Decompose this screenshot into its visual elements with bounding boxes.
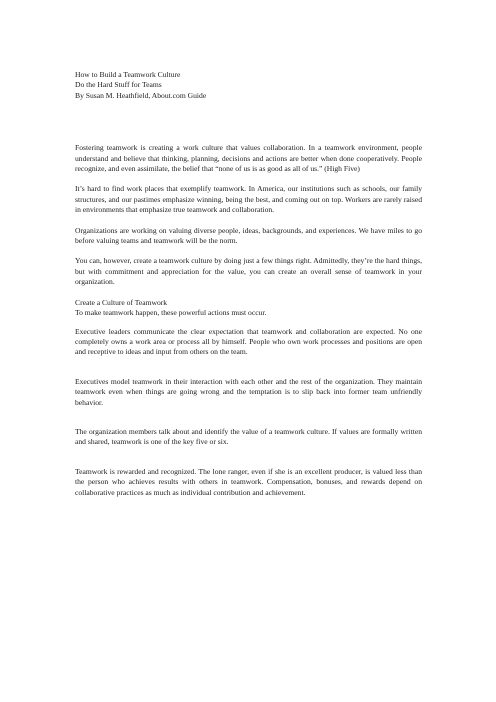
section-intro: To make teamwork happen, these powerful actions must occur. xyxy=(75,308,267,318)
point-executive-expectation: Executive leaders communicate the clear expectation that teamwork and collaboration are expected. No one completely owns a work area or process all by himself. People who own work processes and positions are open and receptive to ideas and input from others on the team. xyxy=(75,326,422,357)
paragraph-intro: Fostering teamwork is creating a work culture that values collaboration. In a teamwork environment, people understand and believe that thinking, planning, decisions and actions are better when done cooperatively. People recognize, and even assimilate, the belief that “none of us is as good as all of us.” (High Five) xyxy=(75,143,422,174)
document-page xyxy=(75,70,422,498)
paragraph-hard-to-find: It’s hard to find work places that exemplify teamwork. In America, our institutions such as schools, our family structures, and our pastimes emphasize winning, being the best, and coming out on top. Workers are rarely raised in environments that emphasize true teamwork and collaboration. xyxy=(75,184,422,215)
point-executive-model: Executives model teamwork in their interaction with each other and the rest of the organization. They maintain teamwork even when things are going wrong and the temptation is to slip back into former team unfriendly behavior. xyxy=(75,376,422,407)
point-reward-teamwork: Teamwork is rewarded and recognized. The lone ranger, even if she is an excellent producer, is valued less than the person who achieves results with others in teamwork. Compensation, bonuses, and rewards depend on collaborative practices as much as individual contribution and achievement. xyxy=(75,466,422,497)
article-subtitle: Do the Hard Stuff for Teams xyxy=(75,80,162,90)
point-value-teamwork: The organization members talk about and identify the value of a teamwork culture. If values are formally written and shared, teamwork is one of the key five or six. xyxy=(75,426,422,447)
section-create-culture xyxy=(75,298,422,319)
paragraph-create-culture: You can, however, create a teamwork culture by doing just a few things right. Admittedly, they’re the hard things, but with commitment and appreciation for the value, you can create an overall sense of teamwork in your organization. xyxy=(75,256,422,287)
paragraph-diversity: Organizations are working on valuing diverse people, ideas, backgrounds, and experiences. We have miles to go before valuing teams and teamwork will be the norm. xyxy=(75,225,422,246)
article-byline: By Susan M. Heathfield, About.com Guide xyxy=(75,90,207,100)
article-header xyxy=(75,70,422,101)
article-title: How to Build a Teamwork Culture xyxy=(75,70,181,79)
section-heading: Create a Culture of Teamwork xyxy=(75,297,168,307)
